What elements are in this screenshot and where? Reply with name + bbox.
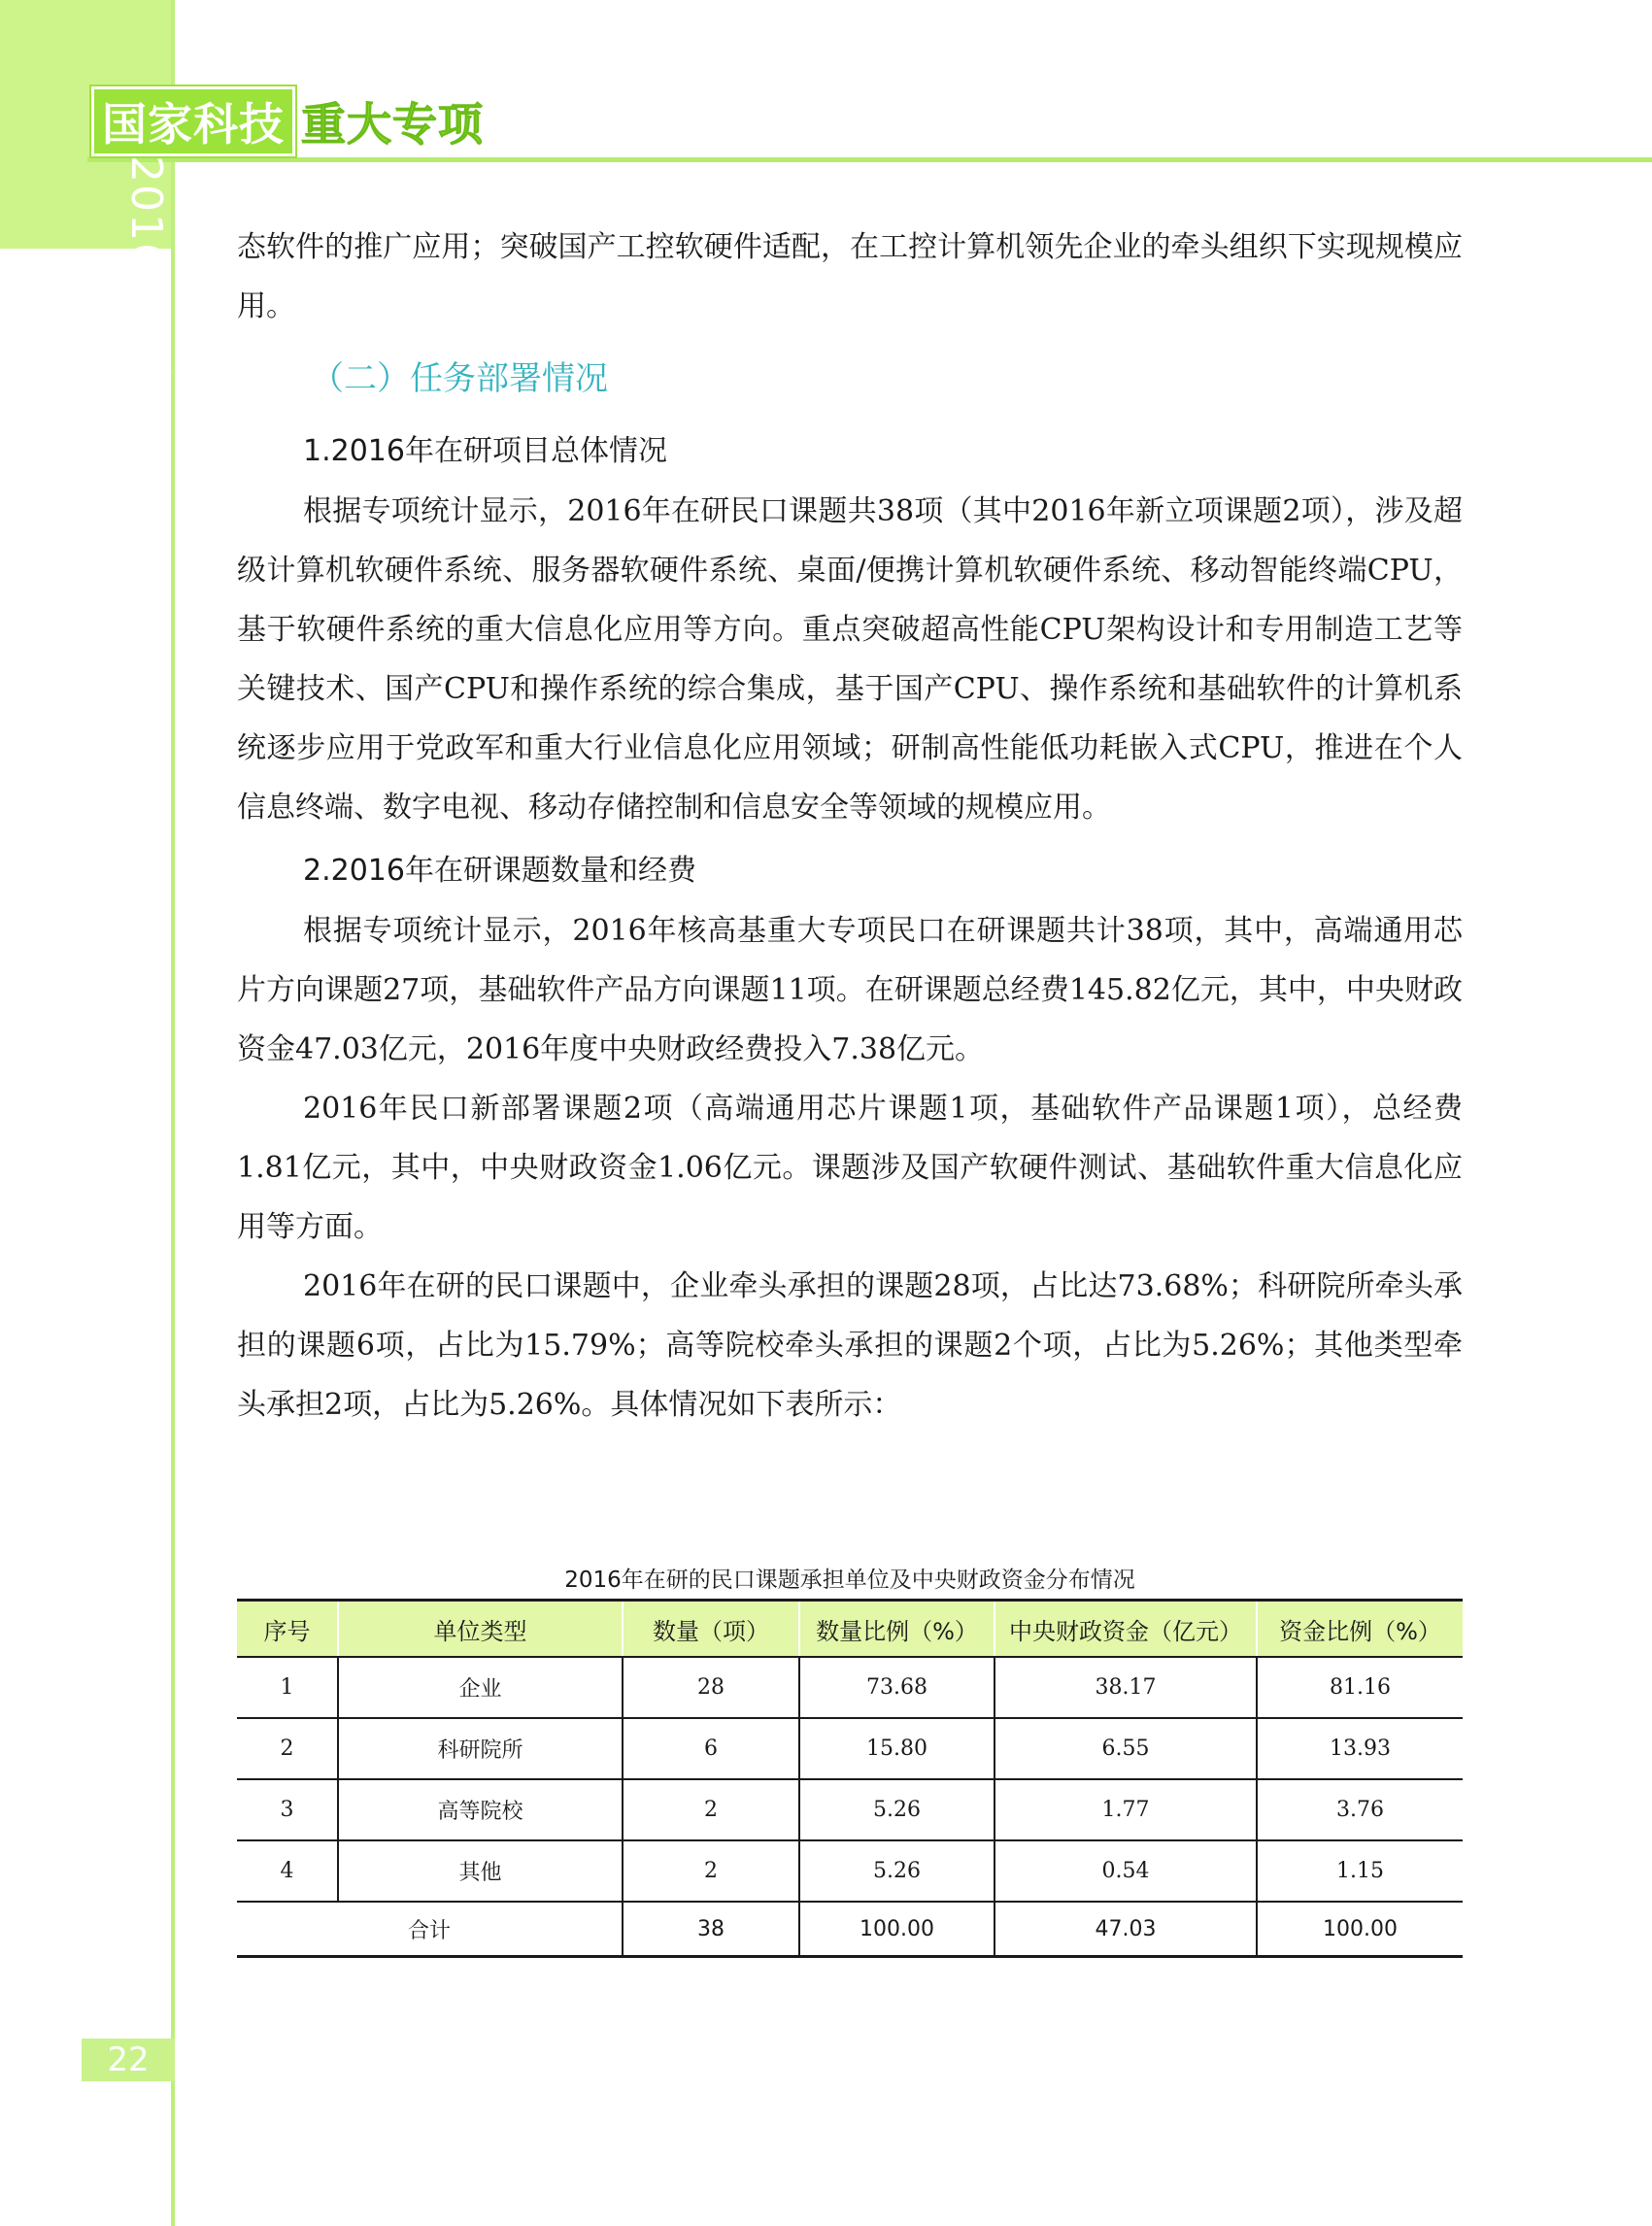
table-cell: 73.68	[799, 1657, 995, 1718]
table-header-row	[237, 1601, 1463, 1658]
table-cell: 其他	[338, 1840, 623, 1902]
paragraph-1: 根据专项统计显示，2016年在研民口课题共38项（其中2016年新立项课题2项），涉及超级计算机软硬件系统、服务器软硬件系统、桌面/便携计算机软硬件系统、移动智能终端CPU，基于软硬件系统的重大信息化应用等方向。重点突破超高性能CPU架构设计和专用制造工艺等关键技术、国产CPU和操作系统的综合集成，基于国产CPU、操作系统和基础软件的计算机系统逐步应用于党政军和重大行业信息化应用领域；研制高性能低功耗嵌入式CPU，推进在个人信息终端、数字电视、移动存储控制和信息安全等领域的规模应用。	[237, 494, 1463, 825]
table-cell: 15.80	[799, 1718, 995, 1779]
page-body	[237, 218, 1463, 1434]
distribution-table	[237, 1599, 1463, 1958]
table-header-cell: 中央财政资金（亿元）	[995, 1601, 1257, 1658]
table-cell: 100.00	[799, 1902, 995, 1957]
table-cell: 6.55	[995, 1718, 1257, 1779]
table-cell: 6	[623, 1718, 799, 1779]
table-cell: 1	[237, 1657, 338, 1718]
table-cell: 2	[237, 1718, 338, 1779]
table-cell: 企业	[338, 1657, 623, 1718]
page-number: 22	[82, 2039, 175, 2081]
table-cell: 5.26	[799, 1840, 995, 1902]
table-header-cell: 序号	[237, 1601, 338, 1658]
table-cell: 科研院所	[338, 1718, 623, 1779]
table-cell: 28	[623, 1657, 799, 1718]
table-cell: 4	[237, 1840, 338, 1902]
header-rule	[87, 157, 1652, 162]
table-row	[237, 1657, 1463, 1718]
table-header-cell: 数量（项）	[623, 1601, 799, 1658]
table-cell: 1.15	[1257, 1840, 1463, 1902]
paragraph-3: 2016年民口新部署课题2项（高端通用芯片课题1项，基础软件产品课题1项），总经费1.81亿元，其中，中央财政资金1.06亿元。课题涉及国产软硬件测试、基础软件重大信息化应用等方面。	[237, 1092, 1463, 1244]
section-heading: （二）任务部署情况	[311, 359, 608, 398]
table-cell: 5.26	[799, 1779, 995, 1840]
table-title: 2016年在研的民口课题承担单位及中央财政资金分布情况	[564, 1568, 1135, 1593]
paragraph-0: 态软件的推广应用；突破国产工控软硬件适配，在工控计算机领先企业的牵头组织下实现规模应用。	[237, 230, 1463, 323]
table-header-cell: 数量比例（%）	[799, 1601, 995, 1658]
table-cell: 3.76	[1257, 1779, 1463, 1840]
paragraph-2: 根据专项统计显示，2016年核高基重大专项民口在研课题共计38项，其中，高端通用芯片方向课题27项，基础软件产品方向课题11项。在研课题总经费145.82亿元，其中，中央财政资金47.03亿元，2016年度中央财政经费投入7.38亿元。	[237, 914, 1463, 1066]
table-cell: 高等院校	[338, 1779, 623, 1840]
table-cell: 100.00	[1257, 1902, 1463, 1957]
table-cell: 13.93	[1257, 1718, 1463, 1779]
running-header	[91, 93, 484, 150]
table-cell: 0.54	[995, 1840, 1257, 1902]
table-cell: 2	[623, 1840, 799, 1902]
table-cell: 1.77	[995, 1779, 1257, 1840]
table-total-row	[237, 1902, 1463, 1957]
subheading-1: 1.2016年在研项目总体情况	[303, 434, 667, 468]
table-row	[237, 1840, 1463, 1902]
table-row	[237, 1718, 1463, 1779]
table-cell: 81.16	[1257, 1657, 1463, 1718]
vertical-text: 年度报告	[121, 288, 171, 468]
header-title-a: 国家科技	[91, 86, 295, 156]
table-row	[237, 1779, 1463, 1840]
table-total-label: 合计	[237, 1902, 623, 1957]
table-header-cell: 资金比例（%）	[1257, 1601, 1463, 1658]
vertical-report-label	[115, 155, 177, 467]
table-cell: 3	[237, 1779, 338, 1840]
table-cell: 2	[623, 1779, 799, 1840]
table-cell: 38.17	[995, 1657, 1257, 1718]
subheading-2: 2.2016年在研课题数量和经费	[303, 854, 696, 888]
paragraph-4: 2016年在研的民口课题中，企业牵头承担的课题28项，占比达73.68%；科研院所牵头承担的课题6项，占比为15.79%；高等院校牵头承担的课题2个项，占比为5.26%；其他类型牵头承担2项，占比为5.26%。具体情况如下表所示：	[237, 1269, 1463, 1422]
header-title-b: 重大专项	[301, 98, 484, 151]
table-header-cell: 单位类型	[338, 1601, 623, 1658]
table-cell: 38	[623, 1902, 799, 1957]
table-cell: 47.03	[995, 1902, 1257, 1957]
vertical-year: 2016	[121, 155, 171, 272]
